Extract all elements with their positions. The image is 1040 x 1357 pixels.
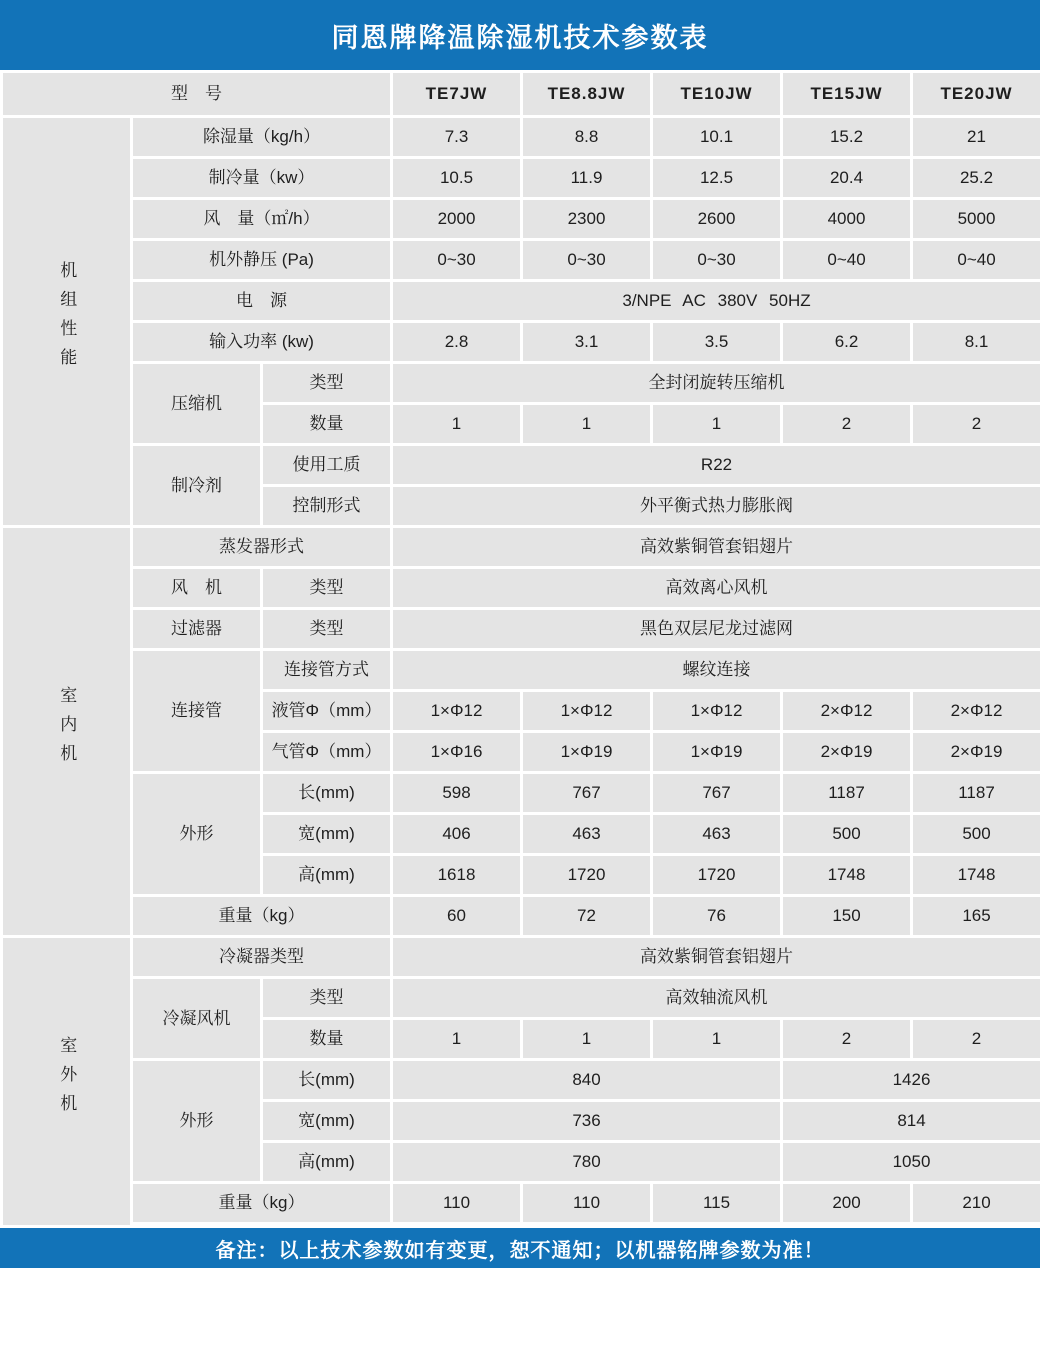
title-bar (0, 0, 1040, 70)
cutoff-cell (392, 1224, 522, 1227)
spec-value: 463 (652, 814, 782, 855)
model-header: TE10JW (652, 72, 782, 117)
row-condenser-fan-type (2, 978, 1040, 1019)
label-power-supply: 电 源 (132, 281, 392, 322)
cutoff-cell (132, 1224, 262, 1227)
spec-value: 10.5 (392, 158, 522, 199)
spec-value: 2000 (392, 199, 522, 240)
label-outdoor-height: 高(mm) (262, 1142, 392, 1183)
spec-value: 2×Φ19 (782, 732, 912, 773)
spec-value: 0~30 (652, 240, 782, 281)
model-header: TE20JW (912, 72, 1040, 117)
section-label-outdoor-unit (2, 937, 132, 1227)
spec-value: 0~40 (912, 240, 1040, 281)
spec-value: 115 (652, 1183, 782, 1224)
label-input-power: 输入功率 (kw) (132, 322, 392, 363)
spec-value: 76 (652, 896, 782, 937)
spec-value: 210 (912, 1183, 1040, 1224)
spec-value: 1×Φ12 (652, 691, 782, 732)
row-evaporator (2, 527, 1040, 568)
spec-value-span: 736 (392, 1101, 782, 1142)
spec-value: 1 (392, 404, 522, 445)
spec-value-span: 螺纹连接 (392, 650, 1040, 691)
spec-value: 1 (652, 404, 782, 445)
spec-value-span: 全封闭旋转压缩机 (392, 363, 1040, 404)
label-connecting-pipe: 连接管 (132, 650, 262, 773)
label-compressor-quantity: 数量 (262, 404, 392, 445)
spec-value: 4000 (782, 199, 912, 240)
spec-value: 1×Φ19 (522, 732, 652, 773)
spec-value-span: 3/NPE AC 380V 50HZ (392, 281, 1040, 322)
spec-value-span: 外平衡式热力膨胀阀 (392, 486, 1040, 527)
spec-value: 8.1 (912, 322, 1040, 363)
label-refrigerant-control: 控制形式 (262, 486, 392, 527)
label-condenser-fan: 冷凝风机 (132, 978, 262, 1060)
spec-value: 1187 (912, 773, 1040, 814)
spec-value-span: 高效离心风机 (392, 568, 1040, 609)
row-indoor-length (2, 773, 1040, 814)
spec-value: 0~30 (392, 240, 522, 281)
spec-value: 598 (392, 773, 522, 814)
spec-value: 2300 (522, 199, 652, 240)
label-indoor-length: 长(mm) (262, 773, 392, 814)
label-condenser: 冷凝器类型 (132, 937, 392, 978)
label-evaporator: 蒸发器形式 (132, 527, 392, 568)
label-air-volume: 风 量（㎡/h） (132, 199, 392, 240)
spec-value: 3.1 (522, 322, 652, 363)
spec-value: 1×Φ12 (392, 691, 522, 732)
label-indoor-fan: 风 机 (132, 568, 262, 609)
label-condenser-fan-type: 类型 (262, 978, 392, 1019)
spec-value: 2.8 (392, 322, 522, 363)
spec-value: 1 (522, 1019, 652, 1060)
spec-value: 2 (782, 1019, 912, 1060)
section-label-unit-performance (2, 117, 132, 527)
spec-value-span: 高效紫铜管套铝翅片 (392, 937, 1040, 978)
label-dehumidifying-capacity: 除湿量（kg/h） (132, 117, 392, 158)
spec-value: 1748 (782, 855, 912, 896)
spec-value-span: 黑色双层尼龙过滤网 (392, 609, 1040, 650)
row-cutoff (2, 1224, 1040, 1227)
spec-value-span: 高效轴流风机 (392, 978, 1040, 1019)
spec-value: 200 (782, 1183, 912, 1224)
spec-value: 3.5 (652, 322, 782, 363)
spec-value: 1 (652, 1019, 782, 1060)
row-indoor-weight (2, 896, 1040, 937)
row-refrigerant-medium (2, 445, 1040, 486)
cutoff-cell (912, 1224, 1040, 1227)
label-cooling-capacity: 制冷量（kw） (132, 158, 392, 199)
cutoff-cell (522, 1224, 652, 1227)
spec-value: 1 (392, 1019, 522, 1060)
row-power-supply (2, 281, 1040, 322)
label-compressor: 压缩机 (132, 363, 262, 445)
spec-value: 11.9 (522, 158, 652, 199)
note-text: 备注：以上技术参数如有变更，恕不通知；以机器铭牌参数为准！ (215, 1239, 825, 1262)
spec-value: 500 (782, 814, 912, 855)
spec-value-span: 840 (392, 1060, 782, 1101)
model-header: TE7JW (392, 72, 522, 117)
spec-value: 10.1 (652, 117, 782, 158)
spec-value: 2×Φ12 (912, 691, 1040, 732)
label-indoor-fan-type: 类型 (262, 568, 392, 609)
row-cooling-capacity (2, 158, 1040, 199)
cutoff-cell (782, 1224, 912, 1227)
row-compressor-type (2, 363, 1040, 404)
spec-table (0, 70, 1040, 1228)
label-indoor-height: 高(mm) (262, 855, 392, 896)
spec-value: 110 (392, 1183, 522, 1224)
spec-value: 406 (392, 814, 522, 855)
spec-value: 7.3 (392, 117, 522, 158)
spec-value: 2×Φ19 (912, 732, 1040, 773)
row-input-power (2, 322, 1040, 363)
spec-value: 110 (522, 1183, 652, 1224)
spec-value-span: 780 (392, 1142, 782, 1183)
spec-value: 1×Φ12 (522, 691, 652, 732)
spec-value: 2 (782, 404, 912, 445)
section-label-indoor-unit (2, 527, 132, 937)
spec-value: 463 (522, 814, 652, 855)
cutoff-cell (652, 1224, 782, 1227)
row-external-static-pressure (2, 240, 1040, 281)
spec-value: 12.5 (652, 158, 782, 199)
spec-value: 15.2 (782, 117, 912, 158)
row-condenser (2, 937, 1040, 978)
label-refrigerant: 制冷剂 (132, 445, 262, 527)
spec-value: 500 (912, 814, 1040, 855)
spec-value: 1 (522, 404, 652, 445)
spec-value: 20.4 (782, 158, 912, 199)
spec-value: 25.2 (912, 158, 1040, 199)
row-filter (2, 609, 1040, 650)
spec-value: 767 (652, 773, 782, 814)
label-indoor-weight: 重量（kg） (132, 896, 392, 937)
spec-value: 2 (912, 1019, 1040, 1060)
spec-value: 72 (522, 896, 652, 937)
spec-value-span: 高效紫铜管套铝翅片 (392, 527, 1040, 568)
spec-value-span: 814 (782, 1101, 1040, 1142)
section-label-text: 机组性能 (57, 261, 77, 378)
spec-value: 1618 (392, 855, 522, 896)
row-outdoor-weight (2, 1183, 1040, 1224)
label-filter-type: 类型 (262, 609, 392, 650)
model-header: TE15JW (782, 72, 912, 117)
spec-value-span: R22 (392, 445, 1040, 486)
spec-value-span: 1050 (782, 1142, 1040, 1183)
label-outdoor-length: 长(mm) (262, 1060, 392, 1101)
row-pipe-method (2, 650, 1040, 691)
spec-value: 21 (912, 117, 1040, 158)
label-external-static-pressure: 机外静压 (Pa) (132, 240, 392, 281)
section-label-text: 室外机 (57, 1035, 77, 1123)
label-indoor-width: 宽(mm) (262, 814, 392, 855)
spec-value: 1×Φ19 (652, 732, 782, 773)
label-outdoor-weight: 重量（kg） (132, 1183, 392, 1224)
spec-value-span: 1426 (782, 1060, 1040, 1101)
label-refrigerant-medium: 使用工质 (262, 445, 392, 486)
header-row (2, 72, 1040, 117)
label-condenser-fan-quantity: 数量 (262, 1019, 392, 1060)
spec-value: 8.8 (522, 117, 652, 158)
spec-value: 5000 (912, 199, 1040, 240)
label-gas-pipe: 气管Φ（mm） (262, 732, 392, 773)
cutoff-cell (262, 1224, 392, 1227)
spec-value: 1187 (782, 773, 912, 814)
label-filter: 过滤器 (132, 609, 262, 650)
spec-value: 767 (522, 773, 652, 814)
model-row-label: 型 号 (2, 72, 392, 117)
row-air-volume (2, 199, 1040, 240)
note-bar (0, 1228, 1040, 1268)
label-liquid-pipe: 液管Φ（mm） (262, 691, 392, 732)
spec-value: 6.2 (782, 322, 912, 363)
row-dehumidifying-capacity (2, 117, 1040, 158)
spec-value: 0~40 (782, 240, 912, 281)
label-outdoor-dimensions: 外形 (132, 1060, 262, 1183)
spec-value: 1720 (522, 855, 652, 896)
spec-value: 1720 (652, 855, 782, 896)
spec-value: 1748 (912, 855, 1040, 896)
spec-value: 60 (392, 896, 522, 937)
row-indoor-fan (2, 568, 1040, 609)
label-compressor-type: 类型 (262, 363, 392, 404)
label-indoor-dimensions: 外形 (132, 773, 262, 896)
spec-value: 2×Φ12 (782, 691, 912, 732)
spec-value: 2 (912, 404, 1040, 445)
spec-value: 150 (782, 896, 912, 937)
label-pipe-method: 连接管方式 (262, 650, 392, 691)
row-outdoor-length (2, 1060, 1040, 1101)
label-outdoor-width: 宽(mm) (262, 1101, 392, 1142)
model-header: TE8.8JW (522, 72, 652, 117)
page-title: 同恩牌降温除湿机技术参数表 (331, 22, 709, 53)
spec-value: 0~30 (522, 240, 652, 281)
spec-value: 165 (912, 896, 1040, 937)
spec-value: 2600 (652, 199, 782, 240)
spec-value: 1×Φ16 (392, 732, 522, 773)
section-label-text: 室内机 (57, 685, 77, 773)
